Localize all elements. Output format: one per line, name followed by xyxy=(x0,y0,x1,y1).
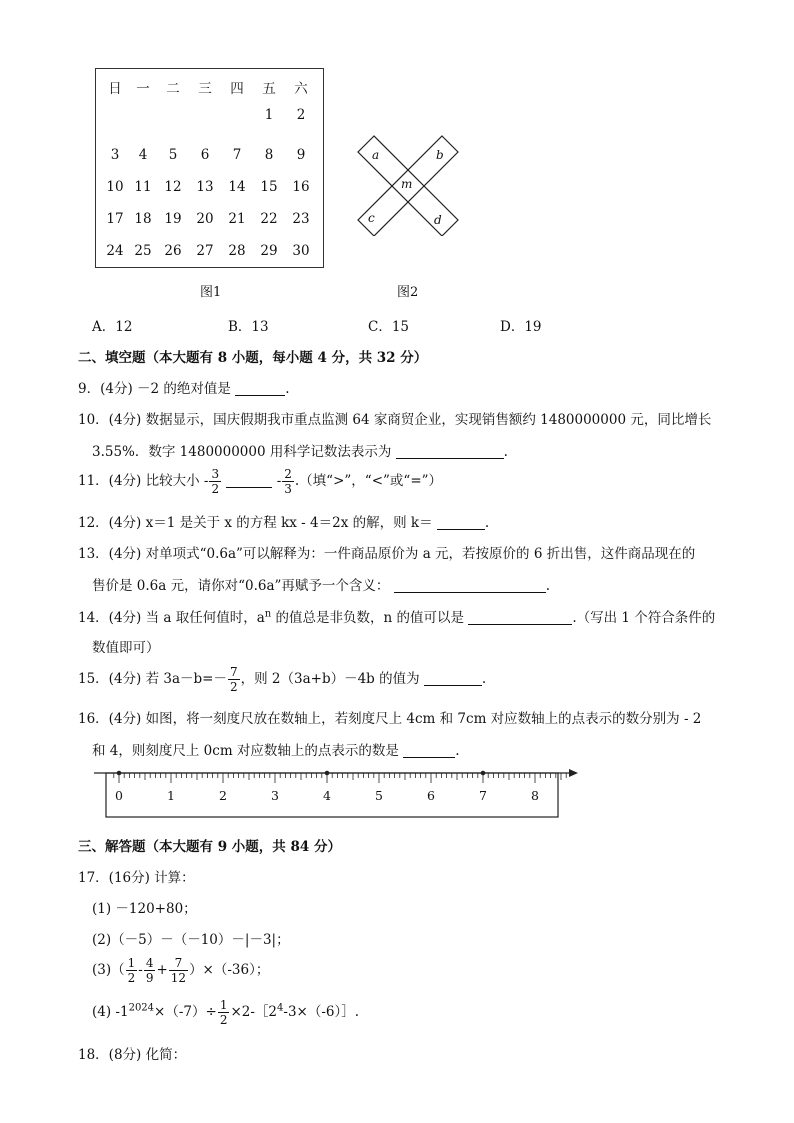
calendar-day: 28 xyxy=(228,243,246,259)
marked-point xyxy=(117,771,122,776)
calendar-day: 30 xyxy=(292,243,310,259)
calendar-day: 3 xyxy=(110,147,120,163)
calendar-day: 21 xyxy=(228,211,246,227)
marked-point xyxy=(481,771,486,776)
fraction: $\frac{3}{2}$ xyxy=(211,467,220,496)
q17-part4: (4) $-1^{2024}\times(-7)\div$ $\frac{1}{2}$ $\times 2-[2^4-3\times(-6)]$. xyxy=(92,998,360,1027)
q8-options xyxy=(0,315,794,333)
weekday-header: 日 xyxy=(108,81,122,97)
q11: 11．(4分) 比较大小 - $\frac{3}{2}$ - $\frac{2}{3}$ .（填“>”，“<”或“=”） xyxy=(78,467,443,496)
fraction: $\frac{4}{9}$ xyxy=(145,956,154,985)
calendar-day: 7 xyxy=(232,147,242,163)
weekday-header: 一 xyxy=(136,81,150,97)
answer-blank xyxy=(468,610,572,625)
q18-title: 18．(8分) 化简： xyxy=(78,1047,187,1063)
calendar-day: 13 xyxy=(196,179,214,195)
calendar-day: 8 xyxy=(264,147,274,163)
calendar-day: 6 xyxy=(200,147,210,163)
calendar-day: 4 xyxy=(138,147,148,163)
fraction: $\frac{1}{2}$ xyxy=(127,956,136,985)
fraction: $\frac{7}{12}$ xyxy=(170,956,187,985)
figure1-caption: 图1 xyxy=(200,285,222,300)
label-m: m xyxy=(401,177,413,191)
calendar-day: 11 xyxy=(134,179,152,195)
calendar-day: 27 xyxy=(196,243,214,259)
section3-title: 三、解答题（本大题有 9 小题，共 84 分） xyxy=(78,839,341,855)
answer-blank xyxy=(424,671,482,686)
q13-line2: 售价是 0.6a 元，请你对“0.6a”再赋予一个含义： . xyxy=(92,578,551,594)
q10-line1: 10．(4分) 数据显示，国庆假期我市重点监测 64 家商贸企业，实现销售额约 1480000000 元，同比增长 xyxy=(78,412,712,428)
weekday-header: 二 xyxy=(166,81,180,97)
option-b: B．13 xyxy=(228,319,269,335)
fraction: $\frac{2}{3}$ xyxy=(284,467,292,496)
q9: 9．(4分) －2 的绝对值是 . xyxy=(78,381,290,397)
answer-blank xyxy=(403,743,455,758)
option-c: C．15 xyxy=(368,319,410,335)
ruler-label: 5 xyxy=(375,788,383,803)
answer-blank xyxy=(394,578,546,593)
q16-line2: 和 4，则刻度尺上 0cm 对应数轴上的点表示的数是 . xyxy=(92,743,460,759)
ruler-figure xyxy=(92,764,582,820)
q16-line1: 16．(4分) 如图，将一刻度尺放在数轴上，若刻度尺上 4cm 和 7cm 对应数轴上的点表示的数分别为 - 2 xyxy=(78,711,702,727)
weekday-header: 六 xyxy=(294,81,308,97)
ruler-label: 0 xyxy=(115,788,123,803)
calendar-day: 18 xyxy=(134,211,152,227)
calendar-day: 29 xyxy=(260,243,278,259)
answer-blank xyxy=(226,473,272,488)
calendar-day: 1 xyxy=(264,107,274,123)
option-d: D．19 xyxy=(500,319,542,335)
weekday-header: 四 xyxy=(230,81,244,97)
q17-part3: (3)（ $\frac{1}{2}$ - $\frac{4}{9}$ + $\frac{7}{12}$ ）×（-36）； xyxy=(92,956,270,985)
calendar-day: 20 xyxy=(196,211,214,227)
calendar-day: 16 xyxy=(292,179,310,195)
calendar-figure xyxy=(95,68,324,268)
weekday-header: 五 xyxy=(262,81,276,97)
ruler-label: 2 xyxy=(219,788,227,803)
calendar-day: 26 xyxy=(164,243,182,259)
fraction: $\frac{7}{2}$ xyxy=(229,665,238,694)
calendar-day: 5 xyxy=(168,147,178,163)
q10-line2: 3.55%．数字 1480000000 用科学记数法表示为 . xyxy=(92,444,508,460)
label-a: a xyxy=(372,148,380,162)
calendar-day: 15 xyxy=(260,179,278,195)
answer-blank xyxy=(437,515,485,530)
answer-blank xyxy=(396,444,504,459)
option-a: A．12 xyxy=(92,319,133,335)
calendar-day: 2 xyxy=(296,107,306,123)
ruler-label: 4 xyxy=(323,788,331,803)
weekday-header: 三 xyxy=(198,81,212,97)
marked-point xyxy=(325,771,330,776)
calendar-day: 23 xyxy=(292,211,310,227)
calendar-day: 14 xyxy=(228,179,246,195)
calendar-day: 25 xyxy=(134,243,152,259)
ruler-label: 8 xyxy=(531,788,539,803)
cross-figure xyxy=(354,132,462,236)
label-d: d xyxy=(434,213,442,227)
ruler-label: 7 xyxy=(479,788,487,803)
calendar-day: 24 xyxy=(106,243,124,259)
q17-part1: (1) －120+80； xyxy=(92,901,197,917)
calendar-day: 12 xyxy=(164,179,182,195)
q12: 12．(4分) x＝1 是关于 x 的方程 kx - 4＝2x 的解，则 k＝ . xyxy=(78,515,490,531)
q17-title: 17．(16分) 计算： xyxy=(78,870,195,886)
calendar-day: 17 xyxy=(106,211,124,227)
q13-line1: 13．(4分) 对单项式“0.6a”可以解释为：一件商品原价为 a 元，若按原价的 6 折出售，这件商品现在的 xyxy=(78,546,696,562)
calendar-day: 19 xyxy=(164,211,182,227)
ruler-label: 3 xyxy=(271,788,279,803)
label-b: b xyxy=(436,148,444,162)
q14-line1: 14．(4分) 当 a 取任何值时，$a^n$ 的值总是非负数，n 的值可以是 .（写出 1 个符合条件的 xyxy=(78,608,716,626)
calendar-day: 22 xyxy=(260,211,278,227)
q15: 15．(4分) 若 3a－b=－ $\frac{7}{2}$ ，则 2（3a+b）－4b 的值为 . xyxy=(78,665,487,694)
calendar-day: 9 xyxy=(296,147,306,163)
calendar-day: 10 xyxy=(106,179,124,195)
ruler-label: 6 xyxy=(427,788,435,803)
arrow-head xyxy=(569,769,578,777)
section2-title: 二、填空题（本大题有 8 小题，每小题 4 分，共 32 分） xyxy=(78,350,428,366)
fraction: $\frac{1}{2}$ xyxy=(219,998,228,1027)
q17-part2: (2)（－5）－（－10）－|－3|； xyxy=(92,932,290,948)
answer-blank xyxy=(235,381,285,396)
label-c: c xyxy=(368,211,375,225)
figure2-caption: 图2 xyxy=(397,285,419,300)
q14-line2: 数值即可） xyxy=(92,640,160,656)
ruler-label: 1 xyxy=(167,788,175,803)
